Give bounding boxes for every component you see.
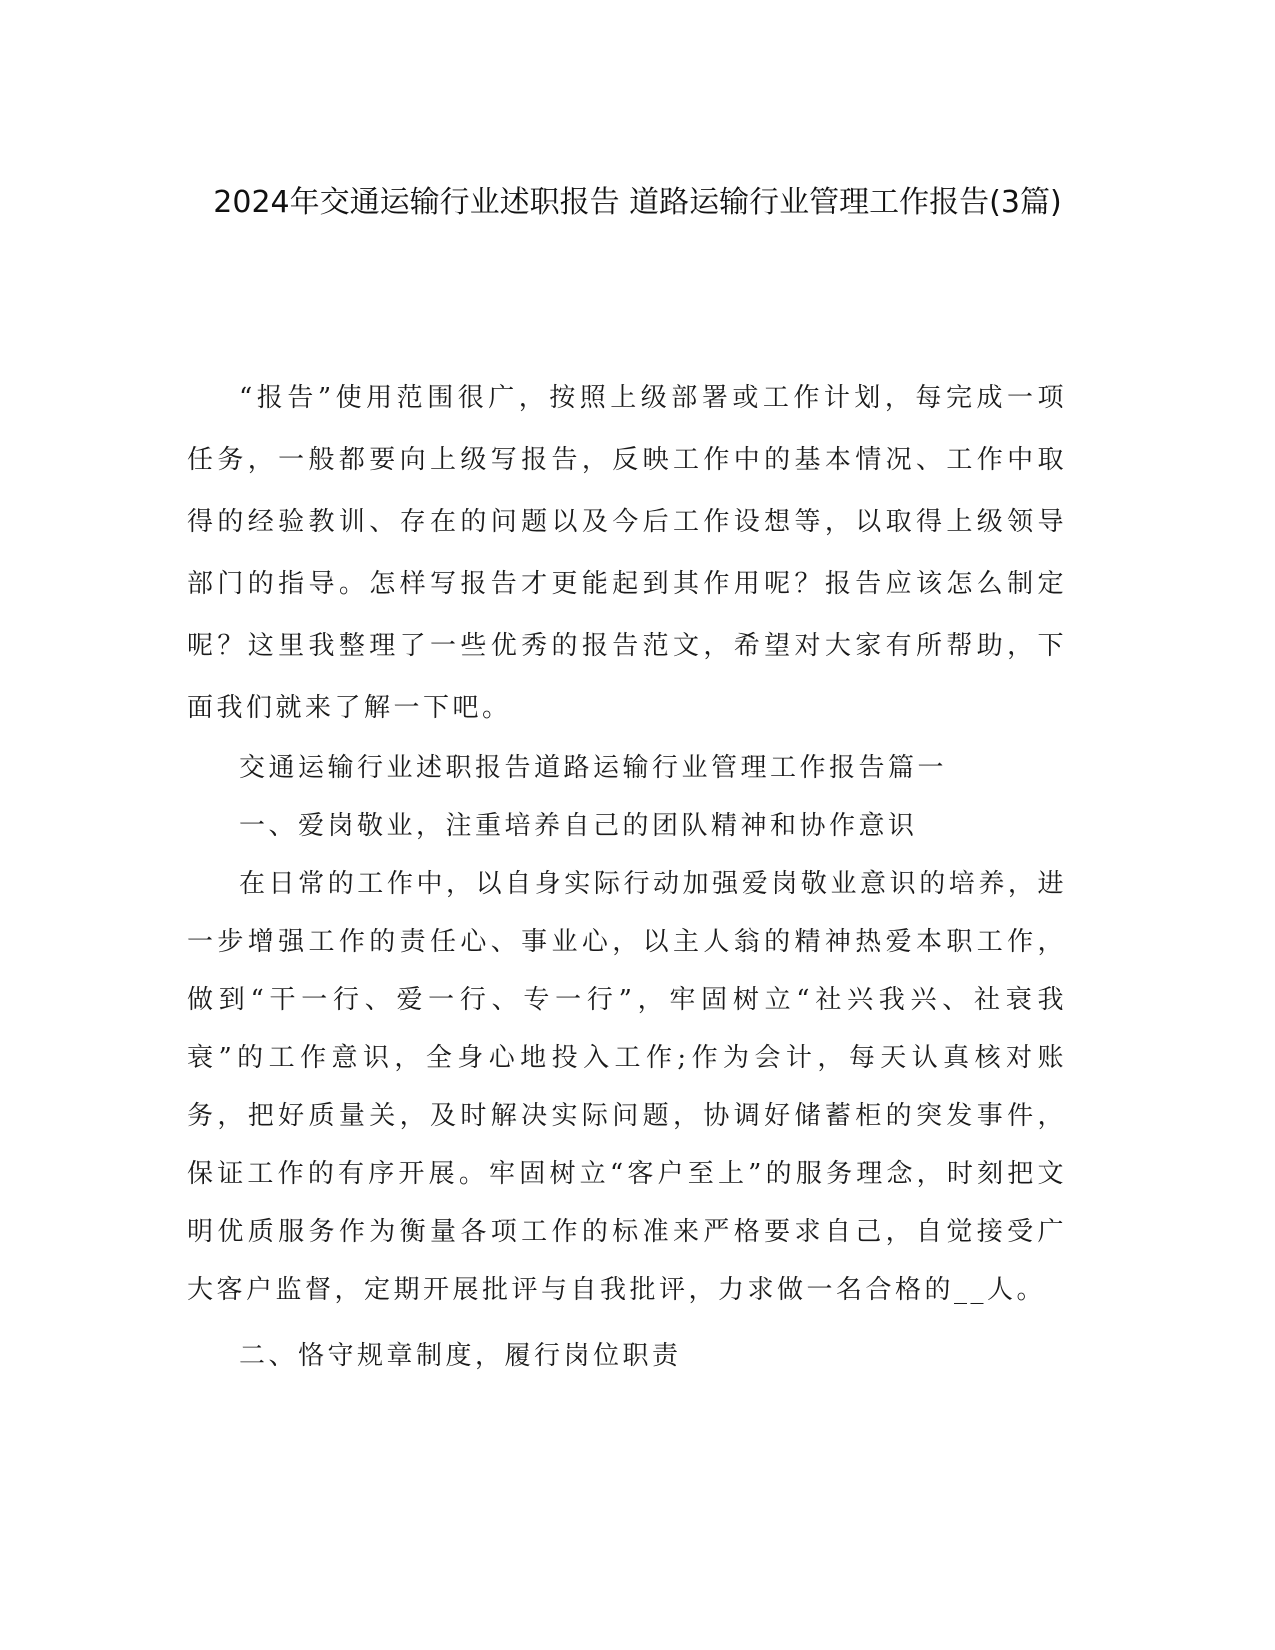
section-heading-2: 二、恪守规章制度，履行岗位职责: [239, 1341, 682, 1371]
document-body: [187, 367, 1067, 1385]
section-title: 交通运输行业述职报告道路运输行业管理工作报告篇一: [239, 753, 948, 783]
body-paragraph-1: 在日常的工作中，以自身实际行动加强爱岗敬业意识的培养，进一步增强工作的责任心、事业心，以主人翁的精神热爱本职工作，做到“干一行、爱一行、专一行”，牢固树立“社兴我兴、社衰我衰”的工作意识，全身心地投入工作;作为会计，每天认真核对账务，把好质量关，及时解决实际问题，协调好储蓄柜的突发事件，保证工作的有序开展。牢固树立“客户至上”的服务理念，时刻把文明优质服务作为衡量各项工作的标准来严格要求自己，自觉接受广大客户监督，定期开展批评与自我批评，力求做一名合格的__人。: [187, 869, 1067, 1305]
intro-paragraph: “报告”使用范围很广，按照上级部署或工作计划，每完成一项任务，一般都要向上级写报告，反映工作中的基本情况、工作中取得的经验教训、存在的问题以及今后工作设想等，以取得上级领导部门的指导。怎样写报告才更能起到其作用呢？报告应该怎么制定呢？这里我整理了一些优秀的报告范文，希望对大家有所帮助，下面我们就来了解一下吧。: [187, 383, 1067, 723]
document-title: 2024年交通运输行业述职报告 道路运输行业管理工作报告(3篇): [213, 185, 1062, 220]
section-heading-1: 一、爱岗敬业，注重培养自己的团队精神和协作意识: [239, 811, 918, 841]
